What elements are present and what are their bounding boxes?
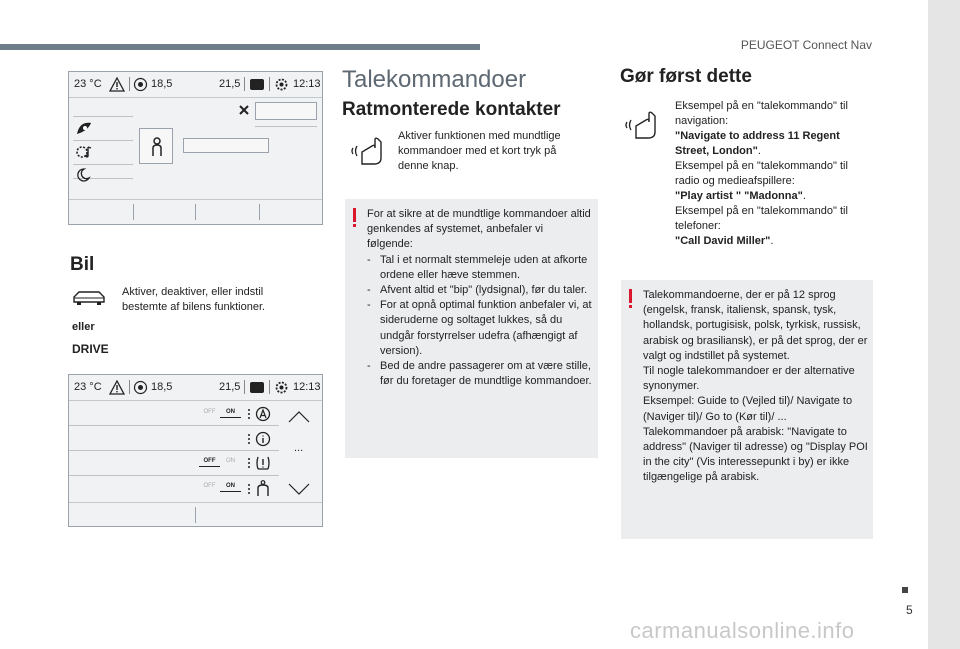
scroll-up-icon[interactable] xyxy=(288,411,310,423)
warning-item: - Tal i et normalt stemmeleje uden at afkorte ordene eller hæve stemmen. xyxy=(367,253,592,283)
warning-list xyxy=(367,253,592,390)
phone-icon xyxy=(249,78,265,91)
settings-body xyxy=(69,401,322,502)
settings-icon xyxy=(274,77,289,92)
page-sidebar xyxy=(928,0,960,649)
info-icon xyxy=(247,431,277,447)
radio-example: "Play artist " "Madonna" xyxy=(675,190,803,202)
languages-text: Talekommandoerne, der er på 12 sprog (engelsk, fransk, italiensk, spansk, tysk, hollandsk, portugisisk, polsk, tyrkisk, russisk, arabisk og brasiliansk), er på det sprog, der er valgt og indstillet på systemet. xyxy=(643,289,868,362)
clock: 12:13 xyxy=(293,78,321,90)
settings-icon xyxy=(274,380,289,395)
seat-icon xyxy=(247,480,277,498)
section-title: Talekommandoer xyxy=(342,66,527,93)
toggle-row-3[interactable] xyxy=(199,456,241,467)
toggle-row-1[interactable] xyxy=(199,407,241,418)
warning-item: - Bed de andre passagerer om at være stille, før du foretager de mundtlige kommandoer. xyxy=(367,359,592,389)
voice-intro: Aktiver funktionen med mundtlige kommandoer med et kort tryk på denne knap. xyxy=(398,130,561,172)
voice-command-icon xyxy=(350,136,384,166)
media-icon[interactable] xyxy=(75,144,93,160)
nav-example-intro: Eksempel på en "talekommando" til navigation: xyxy=(675,100,848,127)
radio-example-intro: Eksempel på en "talekommando" til radio og medieafspillere: xyxy=(675,160,848,187)
warning-intro: For at sikre at de mundtlige kommandoer altid genkendes af systemet, anbefaler vi følgende: xyxy=(367,208,591,251)
right-value: 21,5 xyxy=(219,381,241,393)
clock: 12:13 xyxy=(293,381,321,393)
warning-box-microphone xyxy=(345,199,598,458)
temperature-label: 23 °C xyxy=(74,78,102,90)
phone-icon xyxy=(249,381,265,394)
bil-heading: Bil xyxy=(70,254,95,275)
navigation-icon[interactable] xyxy=(75,120,93,136)
toggle-row-4[interactable] xyxy=(199,481,241,492)
touchscreen-home xyxy=(68,71,323,225)
warning-item: - For at opnå optimal funktion anbefaler vi, at sideruderne og soltaget lukkes, så du undgår forstyrrelser udefra (afhængigt af version). xyxy=(367,298,592,359)
top-right-field[interactable] xyxy=(255,102,317,120)
warning-icon xyxy=(109,380,125,395)
active-assist-icon xyxy=(247,406,277,422)
subsection-title: Ratmonterede kontakter xyxy=(342,99,561,120)
tyre-warning-icon xyxy=(247,455,277,471)
toggle-on-label: ON xyxy=(226,483,235,489)
voice-command-icon xyxy=(624,110,658,140)
nav-example: "Navigate to address 11 Regent Street, London" xyxy=(675,130,840,157)
command-examples: Eksempel på en "talekommando" til navigation: "Navigate to address 11 Regent Street, London". Eksempel på en "talekommando" til radio og medieafspillere: "Play artist " "Madonna". Eksempel på en "talekommando" til telefoner: "Call David Miller". xyxy=(675,99,865,249)
warning-icon xyxy=(109,77,125,92)
bil-description: Aktiver, deaktiver, eller indstil bestemte af bilens funktioner. xyxy=(122,286,266,313)
night-mode-icon[interactable] xyxy=(75,167,91,183)
car-button[interactable] xyxy=(139,128,173,164)
right-value: 21,5 xyxy=(219,78,241,90)
warning-item: - Afvent altid et "bip" (lydsignal), før du taler. xyxy=(367,283,592,298)
bottom-bar xyxy=(69,199,322,223)
car-icon xyxy=(72,288,106,306)
header-brand: PEUGEOT Connect Nav xyxy=(740,38,872,52)
warning-box-languages xyxy=(621,280,873,539)
toggle-on-label: ON xyxy=(226,458,235,464)
toggle-off-label: OFF xyxy=(203,483,216,489)
watermark: carmanualsonline.info xyxy=(630,618,855,643)
or-label: eller xyxy=(72,321,95,333)
drive-label: DRIVE xyxy=(72,342,109,356)
navigation-target-icon xyxy=(133,77,148,92)
status-bar xyxy=(69,375,322,401)
phone-example-intro: Eksempel på en "talekommando" til telefoner: xyxy=(675,205,848,232)
shortcut-field[interactable] xyxy=(183,138,269,153)
toggle-off-label: OFF xyxy=(203,458,216,464)
toggle-on-label: ON xyxy=(226,409,235,415)
more-indicator: ... xyxy=(294,442,304,454)
header-rule xyxy=(0,44,480,50)
page-number: 5 xyxy=(906,603,913,617)
left-value: 18,5 xyxy=(151,78,173,90)
driver-icon xyxy=(148,136,166,158)
touchscreen-settings xyxy=(68,374,323,527)
close-icon[interactable] xyxy=(238,104,250,116)
home-body xyxy=(69,98,322,199)
first-steps-heading: Gør først dette xyxy=(620,66,752,87)
left-value: 18,5 xyxy=(151,381,173,393)
status-bar xyxy=(69,72,322,98)
arabic-note: Talekommandoer på arabisk: "Navigate to address" (Naviger til adresse) og "Display POI in the city" (Vis interessepunkt i by) er ikke tilgængelige på arabisk. xyxy=(643,425,868,484)
page-marker xyxy=(902,587,908,593)
bottom-bar xyxy=(69,502,322,526)
temperature-label: 23 °C xyxy=(74,381,102,393)
phone-example: "Call David Miller" xyxy=(675,235,771,247)
synonym-example: Eksempel: Guide to (Vejled til)/ Navigate to (Naviger til)/ Go to (Kør til)/ ... xyxy=(643,395,853,423)
navigation-target-icon xyxy=(133,380,148,395)
toggle-off-label: OFF xyxy=(203,409,216,415)
scroll-down-icon[interactable] xyxy=(288,483,310,495)
synonyms-text: Til nogle talekommandoer er der alternative synonymer. xyxy=(643,365,855,393)
